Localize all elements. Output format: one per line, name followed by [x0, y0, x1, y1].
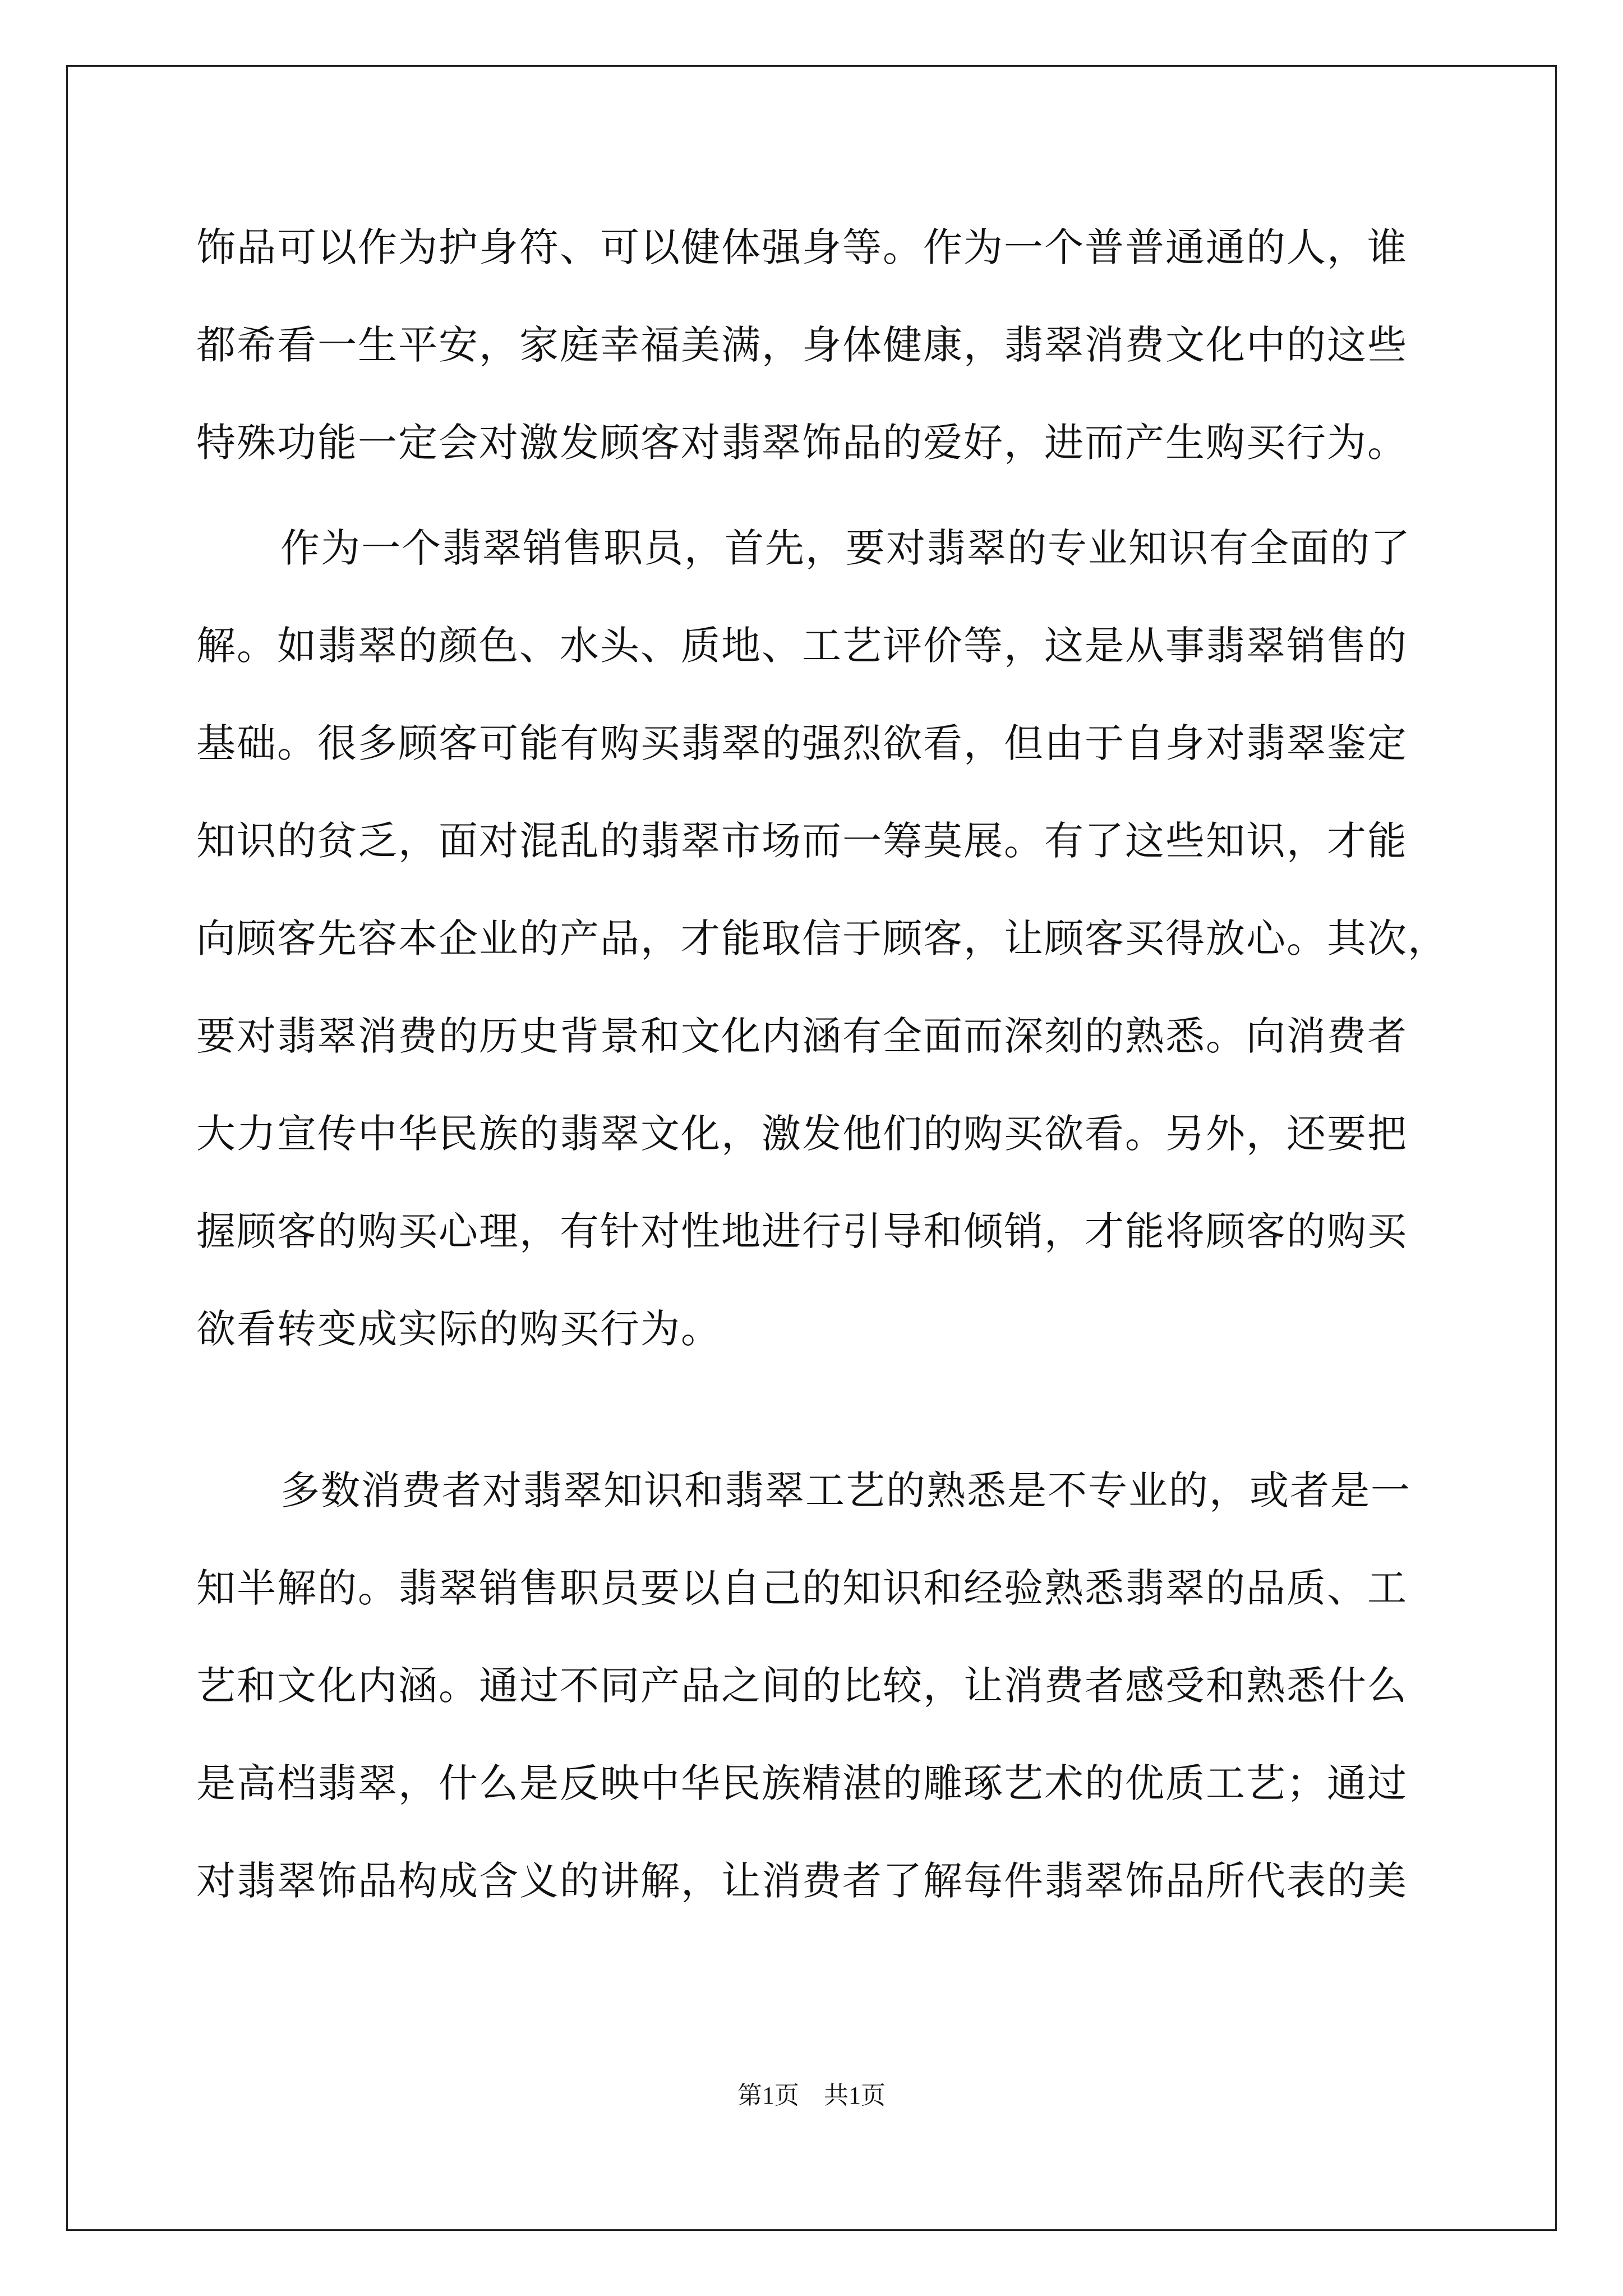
paragraph-1-line-3: 特殊功能一定会对激发顾客对翡翠饰品的爱好，进而产生购买行为。 — [196, 420, 1408, 466]
paragraph-2-line-4: 知识的贫乏，面对混乱的翡翠市场而一筹莫展。有了这些知识，才能 — [196, 818, 1408, 864]
paragraph-3-line-1: 多数消费者对翡翠知识和翡翠工艺的熟悉是不专业的，或者是一 — [280, 1467, 1411, 1513]
paragraph-1-line-1: 饰品可以作为护身符、可以健体强身等。作为一个普普通通的人，谁 — [196, 224, 1408, 270]
paragraph-2-line-1: 作为一个翡翠销售职员，首先，要对翡翠的专业知识有全面的了 — [280, 525, 1411, 571]
paragraph-3-line-5: 对翡翠饰品构成含义的讲解，让消费者了解每件翡翠饰品所代表的美 — [196, 1858, 1408, 1904]
paragraph-3-line-3: 艺和文化内涵。通过不同产品之间的比较，让消费者感受和熟悉什么 — [196, 1663, 1408, 1709]
paragraph-1-line-2: 都希看一生平安，家庭幸福美满，身体健康，翡翠消费文化中的这些 — [196, 322, 1408, 368]
paragraph-2-line-6: 要对翡翠消费的历史背景和文化内涵有全面而深刻的熟悉。向消费者 — [196, 1013, 1408, 1059]
page-footer: 第1页 共1页 — [737, 2082, 886, 2109]
paragraph-3-line-2: 知半解的。翡翠销售职员要以自己的知识和经验熟悉翡翠的品质、工 — [196, 1565, 1408, 1611]
paragraph-2-line-7: 大力宣传中华民族的翡翠文化，激发他们的购买欲看。另外，还要把 — [196, 1111, 1408, 1157]
paragraph-2-line-9: 欲看转变成实际的购买行为。 — [196, 1306, 721, 1352]
paragraph-2-line-2: 解。如翡翠的颜色、水头、质地、工艺评价等，这是从事翡翠销售的 — [196, 623, 1408, 669]
paragraph-2-line-5: 向顾客先容本企业的产品，才能取信于顾客，让顾客买得放心。其次， — [196, 915, 1448, 961]
paragraph-2-line-3: 基础。很多顾客可能有购买翡翠的强烈欲看，但由于自身对翡翠鉴定 — [196, 720, 1408, 766]
paragraph-3-line-4: 是高档翡翠，什么是反映中华民族精湛的雕琢艺术的优质工艺；通过 — [196, 1760, 1408, 1806]
paragraph-2-line-8: 握顾客的购买心理，有针对性地进行引导和倾销，才能将顾客的购买 — [196, 1208, 1408, 1254]
